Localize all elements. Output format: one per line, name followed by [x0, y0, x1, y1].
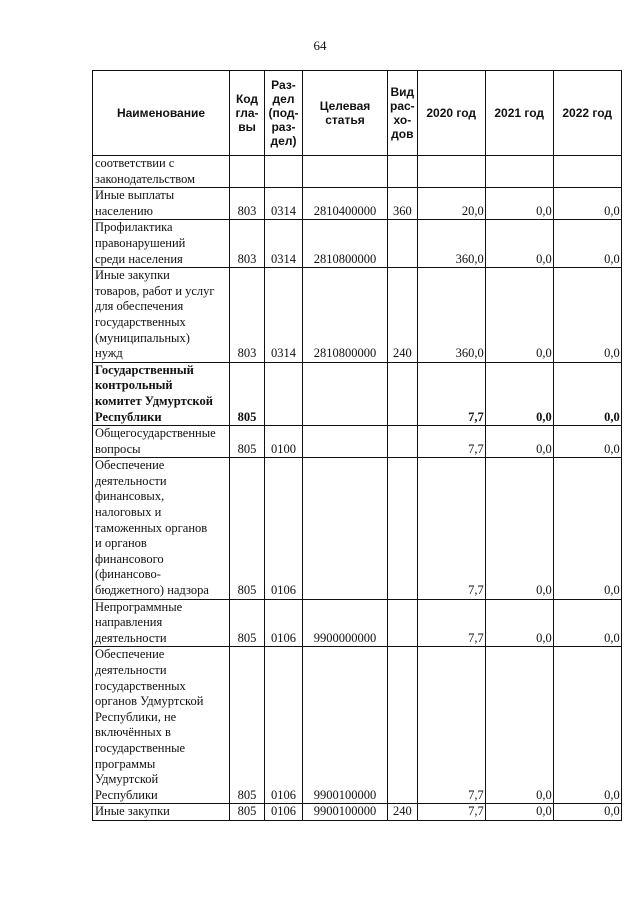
row-section-cell: 0314 [265, 220, 303, 268]
row-2020-cell: 7,7 [417, 647, 485, 804]
row-2022-cell: 0,0 [553, 426, 621, 458]
row-name-cell: соответствии с законодательством [93, 156, 230, 188]
row-2021-cell: 0,0 [485, 426, 553, 458]
header-expense: Вид рас- хо- дов [388, 71, 418, 156]
row-section-cell: 0314 [265, 188, 303, 220]
row-code-cell: 805 [230, 362, 265, 425]
row-code-cell: 805 [230, 458, 265, 599]
table-row [93, 156, 622, 188]
table-row [93, 188, 622, 220]
row-target-cell [303, 156, 388, 188]
table-row [93, 599, 622, 647]
row-2022-cell: 0,0 [553, 647, 621, 804]
row-name-cell: Иные закупки товаров, работ и услуг для обеспечения государственных (муниципальных) нужд [93, 268, 230, 363]
row-2022-cell: 0,0 [553, 458, 621, 599]
row-2021-cell: 0,0 [485, 220, 553, 268]
row-2022-cell: 0,0 [553, 804, 621, 821]
row-section-cell: 0106 [265, 647, 303, 804]
row-section-cell: 0106 [265, 804, 303, 821]
row-target-cell: 9900000000 [303, 599, 388, 647]
row-expense-cell [388, 156, 418, 188]
row-name-cell: Непрограммные направления деятельности [93, 599, 230, 647]
row-2022-cell: 0,0 [553, 268, 621, 363]
row-expense-cell [388, 599, 418, 647]
row-2020-cell: 360,0 [417, 220, 485, 268]
table-row [93, 362, 622, 425]
row-expense-cell [388, 647, 418, 804]
row-target-cell: 9900100000 [303, 804, 388, 821]
row-code-cell: 805 [230, 426, 265, 458]
row-name-cell: Иные закупки [93, 804, 230, 821]
header-2022: 2022 год [553, 71, 621, 156]
budget-table [92, 70, 622, 821]
table-row [93, 647, 622, 804]
row-code-cell: 803 [230, 268, 265, 363]
row-2020-cell: 7,7 [417, 804, 485, 821]
row-name-cell: Обеспечение деятельности государственных органов Удмуртской Республики, не включённых в государственные программы Удмуртской Республики [93, 647, 230, 804]
row-name-cell: Государственный контрольный комитет Удмуртской Республики [93, 362, 230, 425]
row-expense-cell [388, 458, 418, 599]
row-expense-cell [388, 220, 418, 268]
row-target-cell: 2810800000 [303, 220, 388, 268]
table-row [93, 220, 622, 268]
table-row [93, 426, 622, 458]
header-2021: 2021 год [485, 71, 553, 156]
row-expense-cell [388, 426, 418, 458]
row-code-cell: 805 [230, 647, 265, 804]
row-2020-cell: 360,0 [417, 268, 485, 363]
row-target-cell [303, 426, 388, 458]
header-target: Целевая статья [303, 71, 388, 156]
row-2021-cell [485, 156, 553, 188]
row-2022-cell: 0,0 [553, 220, 621, 268]
row-2021-cell: 0,0 [485, 268, 553, 363]
row-2020-cell: 7,7 [417, 362, 485, 425]
row-code-cell: 805 [230, 599, 265, 647]
table-row [93, 458, 622, 599]
row-name-cell: Обеспечение деятельности финансовых, налоговых и таможенных органов и органов финансового (финансово- бюджетного) надзора [93, 458, 230, 599]
row-target-cell: 2810400000 [303, 188, 388, 220]
row-2021-cell: 0,0 [485, 458, 553, 599]
row-expense-cell [388, 362, 418, 425]
row-2020-cell [417, 156, 485, 188]
row-name-cell: Иные выплаты населению [93, 188, 230, 220]
row-target-cell: 2810800000 [303, 268, 388, 363]
row-code-cell [230, 156, 265, 188]
row-target-cell [303, 458, 388, 599]
row-2021-cell: 0,0 [485, 599, 553, 647]
row-2021-cell: 0,0 [485, 804, 553, 821]
row-code-cell: 805 [230, 804, 265, 821]
row-2022-cell: 0,0 [553, 599, 621, 647]
row-2022-cell: 0,0 [553, 188, 621, 220]
table-row [93, 804, 622, 821]
row-section-cell [265, 156, 303, 188]
row-2020-cell: 7,7 [417, 458, 485, 599]
row-2020-cell: 7,7 [417, 426, 485, 458]
page-number: 64 [313, 38, 327, 53]
row-expense-cell: 240 [388, 268, 418, 363]
row-2020-cell: 20,0 [417, 188, 485, 220]
row-section-cell: 0314 [265, 268, 303, 363]
row-code-cell: 803 [230, 220, 265, 268]
row-section-cell [265, 362, 303, 425]
header-2020: 2020 год [417, 71, 485, 156]
row-2021-cell: 0,0 [485, 362, 553, 425]
row-section-cell: 0100 [265, 426, 303, 458]
row-name-cell: Общегосударственные вопросы [93, 426, 230, 458]
row-2021-cell: 0,0 [485, 647, 553, 804]
row-expense-cell: 360 [388, 188, 418, 220]
row-2022-cell [553, 156, 621, 188]
header-name: Наименование [93, 71, 230, 156]
row-2021-cell: 0,0 [485, 188, 553, 220]
row-section-cell: 0106 [265, 599, 303, 647]
row-target-cell [303, 362, 388, 425]
header-section: Раз- дел (под- раз- дел) [265, 71, 303, 156]
row-2020-cell: 7,7 [417, 599, 485, 647]
row-section-cell: 0106 [265, 458, 303, 599]
row-name-cell: Профилактика правонарушений среди населения [93, 220, 230, 268]
header-code: Код гла- вы [230, 71, 265, 156]
row-code-cell: 803 [230, 188, 265, 220]
row-target-cell: 9900100000 [303, 647, 388, 804]
row-2022-cell: 0,0 [553, 362, 621, 425]
row-expense-cell: 240 [388, 804, 418, 821]
table-row [93, 268, 622, 363]
table-header-row [93, 71, 622, 156]
